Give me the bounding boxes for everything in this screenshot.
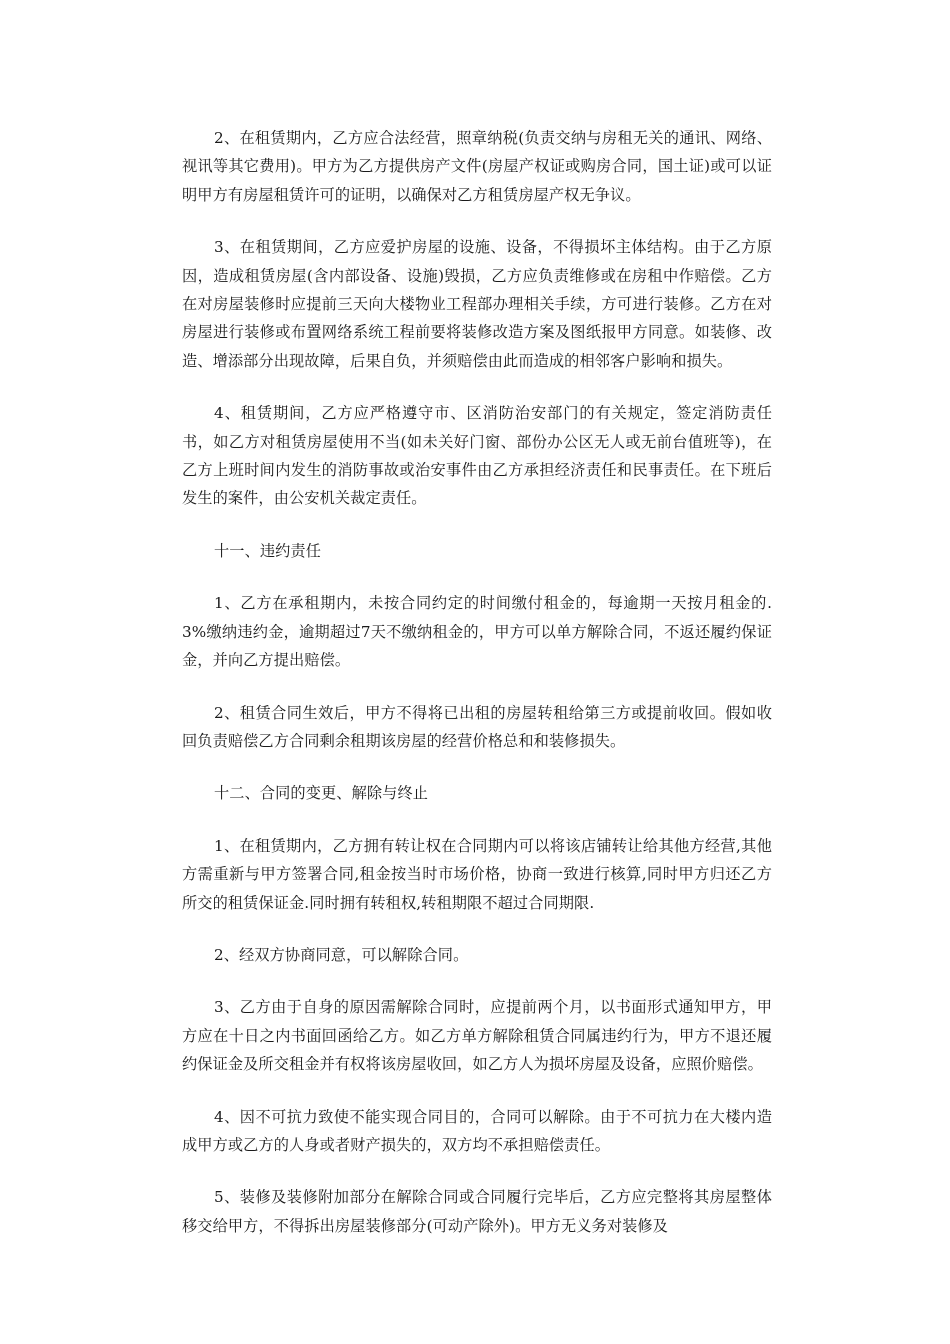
clause-paragraph: 4、租赁期间，乙方应严格遵守市、区消防治安部门的有关规定，签定消防责任书，如乙方对租赁房屋使用不当(如未关好门窗、部份办公区无人或无前台值班等)，在乙方上班时间内发生的消防事故或治安事件由乙方承担经济责任和民事责任。在下班后发生的案件，由公安机关裁定责任。 [182, 404, 772, 508]
clause-paragraph: 2、在租赁期内，乙方应合法经营，照章纳税(负责交纳与房租无关的通讯、网络、视讯等其它费用)。甲方为乙方提供房产文件(房屋产权证或购房合同，国土证)或可以证明甲方有房屋租赁许可的证明，以确保对乙方租赁房屋产权无争议。 [182, 129, 772, 204]
clause-paragraph: 3、在租赁期间，乙方应爱护房屋的设施、设备，不得损坏主体结构。由于乙方原因，造成租赁房屋(含内部设备、设施)毁损，乙方应负责维修或在房租中作赔偿。乙方在对房屋装修时应提前三天向大楼物业工程部办理相关手续，方可进行装修。乙方在对房屋进行装修或布置网络系统工程前要将装修改造方案及图纸报甲方同意。如装修、改造、增添部分出现故障，后果自负，并须赔偿由此而造成的相邻客户影响和损失。 [182, 238, 773, 370]
clause-paragraph: 2、经双方协商同意，可以解除合同。 [214, 945, 469, 964]
clause-paragraph: 4、因不可抗力致使不能实现合同目的，合同可以解除。由于不可抗力在大楼内造成甲方或乙方的人身或者财产损失的，双方均不承担赔偿责任。 [182, 1107, 772, 1154]
clause-paragraph: 2、租赁合同生效后，甲方不得将已出租的房屋转租给第三方或提前收回。假如收回负责赔偿乙方合同剩余租期该房屋的经营价格总和和装修损失。 [182, 703, 772, 750]
clause-paragraph: 3、乙方由于自身的原因需解除合同时，应提前两个月，以书面形式通知甲方，甲方应在十日之内书面回函给乙方。如乙方单方解除租赁合同属违约行为，甲方不退还履约保证金及所交租金并有权将该房屋收回，如乙方人为损坏房屋及设备，应照价赔偿。 [182, 998, 772, 1074]
clause-paragraph: 1、在租赁期内，乙方拥有转让权在合同期内可以将该店铺转让给其他方经营,其他方需重新与甲方签署合同,租金按当时市场价格，协商一致进行核算,同时甲方归还乙方所交的租赁保证金.同时拥有转租权,转租期限不超过合同期限. [182, 836, 772, 912]
document-body [182, 124, 772, 1264]
clause-paragraph: 1、乙方在承租期内，未按合同约定的时间缴付租金的，每逾期一天按月租金的.3%缴纳违约金，逾期超过7天不缴纳租金的，甲方可以单方解除合同，不返还履约保证金，并向乙方提出赔偿。 [182, 594, 772, 670]
section-heading: 十一、违约责任 [214, 541, 322, 560]
clause-paragraph: 5、装修及装修附加部分在解除合同或合同履行完毕后，乙方应完整将其房屋整体移交给甲方，不得拆出房屋装修部分(可动产除外)。甲方无义务对装修及 [182, 1188, 772, 1235]
section-heading: 十二、合同的变更、解除与终止 [214, 784, 429, 803]
